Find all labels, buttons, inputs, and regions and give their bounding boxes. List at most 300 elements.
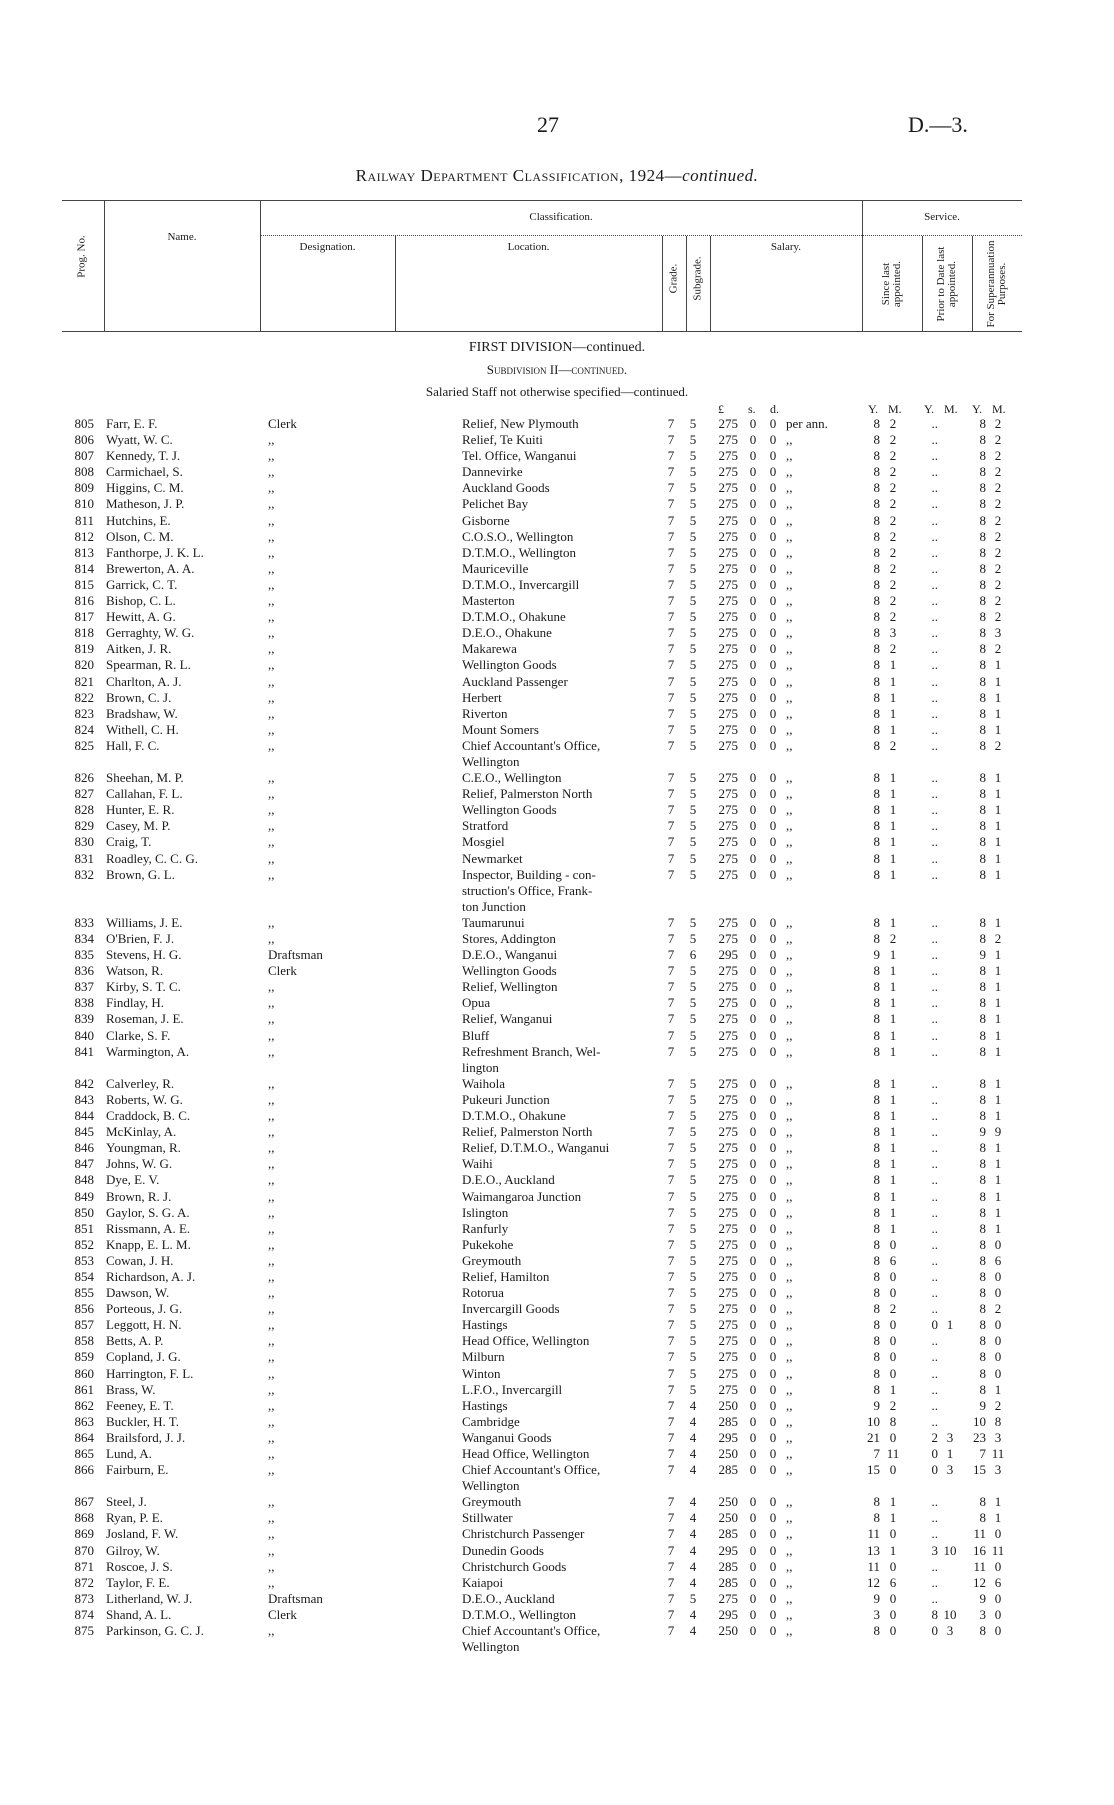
designation-cell: ,, (268, 657, 275, 673)
location-cell: Hastings (462, 1397, 508, 1413)
name-cell: Brown, R. J. (106, 1188, 172, 1204)
super-years-cell: 8 (979, 1268, 986, 1284)
pence-cell: 0 (769, 496, 777, 512)
super-months-cell: 2 (994, 528, 1002, 544)
location-cell: D.T.M.O., Invercargill (462, 576, 580, 592)
shillings-cell: 0 (749, 1413, 757, 1429)
shillings-cell: 0 (749, 1091, 757, 1107)
location-cell: Chief Accountant's Office, (462, 737, 601, 753)
per-annum-cell: ,, (786, 657, 793, 673)
salary-cell: 285 (718, 1558, 738, 1574)
prog-no-cell: 845 (74, 1124, 94, 1140)
per-annum-cell: ,, (786, 1204, 793, 1220)
name-cell: Stevens, H. G. (106, 947, 182, 963)
per-annum-cell: ,, (786, 1285, 793, 1301)
super-months-cell: 1 (994, 673, 1002, 689)
table-row (0, 883, 1114, 899)
prior-years-cell: .. (931, 544, 938, 560)
salary-cell: 275 (718, 528, 738, 544)
salary-cell: 275 (718, 1236, 738, 1252)
prog-no-cell: 846 (74, 1140, 94, 1156)
pence-cell: 0 (769, 786, 777, 802)
since-months-cell: 1 (889, 1027, 897, 1043)
prior-years-cell: .. (931, 576, 938, 592)
prog-no-cell: 856 (74, 1301, 94, 1317)
designation-cell: ,, (268, 1268, 275, 1284)
salary-cell: 275 (718, 1333, 738, 1349)
location-cell: D.E.O., Auckland (462, 1590, 555, 1606)
designation-cell: ,, (268, 834, 275, 850)
super-years-cell: 8 (979, 1381, 986, 1397)
since-months-cell: 8 (889, 1413, 897, 1429)
location-cell: Makarewa (462, 641, 517, 657)
super-months-cell: 2 (994, 931, 1002, 946)
grade-cell: 7 (667, 1011, 675, 1027)
name-cell: Brown, C. J. (106, 689, 172, 705)
since-months-cell: 0 (889, 1365, 897, 1381)
table-row (0, 1317, 1114, 1333)
since-months-cell: 1 (889, 1542, 897, 1558)
super-years-cell: 8 (979, 512, 986, 528)
grade-cell: 7 (667, 963, 675, 979)
location-cell: Mount Somers (462, 721, 539, 737)
subgrade-cell: 5 (689, 786, 697, 802)
prior-years-cell: .. (931, 1204, 938, 1220)
pence-cell: 0 (769, 721, 777, 737)
prior-months-cell: 1 (946, 1446, 954, 1461)
super-years-cell: 8 (979, 770, 986, 786)
subgrade-cell: 5 (689, 1220, 697, 1236)
prog-no-cell: 816 (74, 593, 94, 609)
designation-cell: ,, (268, 802, 275, 818)
subgrade-cell: 5 (689, 544, 697, 560)
prior-years-cell: 0 (931, 1623, 938, 1639)
prior-years-cell: .. (931, 1252, 938, 1268)
super-years-cell: 8 (979, 979, 986, 995)
prog-no-cell: 822 (74, 689, 94, 705)
since-years-cell: 8 (873, 528, 880, 544)
pence-cell: 0 (769, 528, 777, 544)
super-years-cell: 8 (979, 931, 986, 946)
table-row (0, 1382, 1114, 1398)
location-cell: Wellington (462, 1478, 520, 1494)
pence-cell: 0 (769, 464, 777, 480)
prior-years-cell: .. (931, 673, 938, 689)
since-years-cell: 21 (867, 1429, 880, 1445)
super-years-cell: 8 (979, 1204, 986, 1220)
super-months-cell: 3 (994, 1429, 1002, 1445)
pence-cell: 0 (769, 625, 777, 641)
subgrade-cell: 5 (689, 1027, 697, 1043)
table-row (0, 513, 1114, 529)
subgrade-cell: 5 (689, 416, 697, 431)
super-years-cell: 8 (979, 914, 986, 930)
salary-cell: 275 (718, 464, 738, 480)
page-code: D.—3. (908, 112, 968, 137)
super-years-cell: 8 (979, 673, 986, 689)
location-cell: Inspector, Building - con- (462, 866, 596, 882)
prior-years-cell: .. (931, 1043, 938, 1059)
since-years-cell: 8 (873, 995, 880, 1011)
super-months-cell: 1 (994, 1510, 1002, 1526)
super-years-cell: 8 (979, 1317, 986, 1333)
since-years-cell: 8 (873, 850, 880, 866)
location-cell: Milburn (462, 1349, 505, 1365)
since-months-cell: 1 (889, 1204, 897, 1220)
prior-years-cell: 0 (931, 1446, 938, 1461)
pence-cell: 0 (769, 593, 777, 609)
location-cell: D.T.M.O., Ohakune (462, 1108, 566, 1124)
prior-years-cell: .. (931, 802, 938, 818)
since-years-cell: 8 (873, 1333, 880, 1349)
table-row (0, 754, 1114, 770)
super-months-cell: 0 (994, 1333, 1002, 1349)
per-annum-cell: ,, (786, 1075, 793, 1091)
subgrade-cell: 5 (689, 528, 697, 544)
designation-cell: Clerk (268, 416, 297, 431)
since-years-cell: 8 (873, 721, 880, 737)
shillings-cell: 0 (749, 448, 757, 464)
super-years-cell: 8 (979, 1285, 986, 1301)
subgrade-cell: 4 (689, 1494, 697, 1510)
location-cell: Kaiapoi (462, 1574, 504, 1590)
grade-cell: 7 (667, 657, 675, 673)
per-annum-cell: ,, (786, 1558, 793, 1574)
subgrade-cell: 5 (689, 1204, 697, 1220)
super-months-cell: 0 (994, 1268, 1002, 1284)
salary-cell: 295 (718, 947, 738, 963)
grade-cell: 7 (667, 1574, 675, 1590)
pence-cell: 0 (769, 866, 777, 882)
location-cell: Cambridge (462, 1413, 520, 1429)
super-months-cell: 2 (994, 512, 1002, 528)
per-annum-cell: ,, (786, 1140, 793, 1156)
name-cell: Gaylor, S. G. A. (106, 1204, 190, 1220)
table-row (0, 1349, 1114, 1365)
designation-cell: ,, (268, 1204, 275, 1220)
prog-no-cell: 838 (74, 995, 94, 1011)
prog-no-cell: 847 (74, 1156, 94, 1172)
table-row (0, 1430, 1114, 1446)
shillings-cell: 0 (749, 1188, 757, 1204)
since-months-unit: M. (888, 402, 902, 416)
shillings-cell: 0 (749, 1301, 757, 1317)
super-months-cell: 2 (994, 609, 1002, 625)
name-cell: Williams, J. E. (106, 914, 183, 930)
shillings-cell: 0 (749, 1526, 757, 1542)
location-cell: Opua (462, 995, 491, 1011)
since-years-cell: 8 (873, 1301, 880, 1317)
shillings-cell: 0 (749, 464, 757, 480)
shillings-cell: 0 (749, 705, 757, 721)
super-months-cell: 0 (994, 1558, 1002, 1574)
table-row (0, 1462, 1114, 1478)
since-months-cell: 1 (889, 1140, 897, 1156)
subgrade-cell: 5 (689, 496, 697, 512)
super-years-cell: 11 (973, 1526, 986, 1542)
prior-years-cell: .. (931, 931, 938, 946)
prog-no-cell: 831 (74, 850, 94, 866)
pence-cell: 0 (769, 609, 777, 625)
since-months-cell: 2 (889, 480, 897, 496)
table-row (0, 1028, 1114, 1044)
location-cell: D.T.M.O., Ohakune (462, 609, 566, 625)
shillings-cell: 0 (749, 1510, 757, 1526)
subgrade-cell: 5 (689, 1268, 697, 1284)
super-years-cell: 8 (979, 963, 986, 979)
shillings-cell: 0 (749, 496, 757, 512)
per-annum-cell: per ann. (786, 416, 828, 431)
table-row (0, 657, 1114, 673)
since-months-cell: 1 (889, 1220, 897, 1236)
title-continued: continued. (682, 166, 759, 185)
shillings-cell: 0 (749, 1542, 757, 1558)
grade-cell: 7 (667, 818, 675, 834)
super-years-cell: 8 (979, 416, 986, 431)
since-years-cell: 8 (873, 544, 880, 560)
per-annum-cell: ,, (786, 1365, 793, 1381)
table-header (62, 200, 1022, 332)
grade-cell: 7 (667, 1317, 675, 1333)
salary-cell: 275 (718, 931, 738, 946)
table-row (0, 947, 1114, 963)
super-years-cell: 7 (979, 1446, 986, 1461)
subgrade-header: Subgrade. (691, 256, 704, 301)
super-years-cell: 8 (979, 1027, 986, 1043)
pence-cell: 0 (769, 1365, 777, 1381)
since-months-cell: 0 (889, 1590, 897, 1606)
location-cell: Relief, D.T.M.O., Wanganui (462, 1140, 610, 1156)
name-cell: Roscoe, J. S. (106, 1558, 173, 1574)
since-months-cell: 1 (889, 1124, 897, 1140)
subgrade-cell: 5 (689, 963, 697, 979)
subgrade-cell: 5 (689, 480, 697, 496)
location-cell: Islington (462, 1204, 509, 1220)
super-months-cell: 0 (994, 1285, 1002, 1301)
prior-years-cell: .. (931, 1156, 938, 1172)
per-annum-cell: ,, (786, 786, 793, 802)
since-months-cell: 2 (889, 496, 897, 512)
super-years-cell: 8 (979, 1043, 986, 1059)
prior-years-cell: .. (931, 496, 938, 512)
since-years-cell: 13 (867, 1542, 880, 1558)
prog-no-cell: 835 (74, 947, 94, 963)
per-annum-cell: ,, (786, 1462, 793, 1478)
since-years-cell: 10 (867, 1413, 880, 1429)
subgrade-cell: 5 (689, 1124, 697, 1140)
since-months-cell: 1 (889, 834, 897, 850)
salary-cell: 275 (718, 721, 738, 737)
since-years-cell: 8 (873, 979, 880, 995)
since-months-cell: 1 (889, 866, 897, 882)
per-annum-cell: ,, (786, 1446, 793, 1461)
since-months-cell: 2 (889, 464, 897, 480)
prior-years-cell: .. (931, 1494, 938, 1510)
designation-cell: ,, (268, 850, 275, 866)
shillings-cell: 0 (749, 1236, 757, 1252)
pence-cell: 0 (769, 705, 777, 721)
designation-cell: ,, (268, 721, 275, 737)
super-months-cell: 1 (994, 770, 1002, 786)
since-months-cell: 2 (889, 641, 897, 657)
prog-no-cell: 819 (74, 641, 94, 657)
table-row (0, 545, 1114, 561)
name-cell: Fanthorpe, J. K. L. (106, 544, 204, 560)
super-years-cell: 10 (973, 1413, 986, 1429)
per-annum-cell: ,, (786, 464, 793, 480)
table-row (0, 1156, 1114, 1172)
super-months-cell: 2 (994, 1397, 1002, 1413)
shillings-cell: 0 (749, 1220, 757, 1236)
super-years-cell: 8 (979, 1075, 986, 1091)
since-years-cell: 8 (873, 657, 880, 673)
prog-no-cell: 817 (74, 609, 94, 625)
prog-no-cell: 863 (74, 1413, 94, 1429)
prog-no-cell: 810 (74, 496, 94, 512)
prior-years-cell: .. (931, 770, 938, 786)
pence-unit: d. (770, 402, 779, 416)
per-annum-cell: ,, (786, 866, 793, 882)
since-months-cell: 1 (889, 770, 897, 786)
pence-cell: 0 (769, 657, 777, 673)
subgrade-cell: 5 (689, 560, 697, 576)
table-row (0, 1494, 1114, 1510)
prog-no-cell: 840 (74, 1027, 94, 1043)
location-cell: Hastings (462, 1317, 508, 1333)
since-months-cell: 1 (889, 1172, 897, 1188)
pence-cell: 0 (769, 1590, 777, 1606)
shillings-cell: 0 (749, 1333, 757, 1349)
shillings-cell: 0 (749, 850, 757, 866)
designation-cell: ,, (268, 1526, 275, 1542)
pence-cell: 0 (769, 963, 777, 979)
super-months-cell: 3 (994, 1462, 1002, 1478)
prior-years-cell: .. (931, 705, 938, 721)
shillings-cell: 0 (749, 963, 757, 979)
since-years-cell: 8 (873, 737, 880, 753)
designation-cell: ,, (268, 1252, 275, 1268)
location-cell: Chief Accountant's Office, (462, 1623, 601, 1639)
super-years-cell: 15 (973, 1462, 986, 1478)
pence-cell: 0 (769, 834, 777, 850)
super-years-cell: 8 (979, 609, 986, 625)
name-cell: Brailsford, J. J. (106, 1429, 186, 1445)
table-row (0, 915, 1114, 931)
grade-cell: 7 (667, 1413, 675, 1429)
name-cell: Fairburn, E. (106, 1462, 169, 1478)
prior-years-cell: .. (931, 609, 938, 625)
subgrade-cell: 5 (689, 737, 697, 753)
super-months-cell: 1 (994, 1011, 1002, 1027)
shillings-cell: 0 (749, 1574, 757, 1590)
since-months-cell: 1 (889, 1091, 897, 1107)
name-cell: Craddock, B. C. (106, 1108, 191, 1124)
designation-cell: Clerk (268, 963, 297, 979)
shillings-cell: 0 (749, 1156, 757, 1172)
designation-cell: ,, (268, 931, 275, 946)
designation-cell: Draftsman (268, 1590, 323, 1606)
since-months-cell: 1 (889, 850, 897, 866)
salary-cell: 275 (718, 802, 738, 818)
prior-years-cell: .. (931, 1301, 938, 1317)
prior-years-cell: .. (931, 1285, 938, 1301)
location-cell: Relief, Palmerston North (462, 1124, 593, 1140)
name-cell: Calverley, R. (106, 1075, 175, 1091)
salary-cell: 275 (718, 786, 738, 802)
shillings-cell: 0 (749, 1462, 757, 1478)
prior-years-cell: .. (931, 737, 938, 753)
prog-no-cell: 851 (74, 1220, 94, 1236)
grade-cell: 7 (667, 464, 675, 480)
since-years-cell: 8 (873, 609, 880, 625)
shillings-cell: 0 (749, 1590, 757, 1606)
shillings-cell: 0 (749, 528, 757, 544)
super-months-cell: 1 (994, 1043, 1002, 1059)
per-annum-cell: ,, (786, 1623, 793, 1639)
designation-cell: ,, (268, 1510, 275, 1526)
prior-years-cell: .. (931, 1075, 938, 1091)
table-row (0, 1221, 1114, 1237)
per-annum-cell: ,, (786, 1236, 793, 1252)
pence-cell: 0 (769, 1075, 777, 1091)
pence-cell: 0 (769, 1494, 777, 1510)
grade-cell: 7 (667, 576, 675, 592)
prior-years-cell: .. (931, 1574, 938, 1590)
shillings-cell: 0 (749, 721, 757, 737)
prog-no-cell: 836 (74, 963, 94, 979)
salary-cell: 275 (718, 576, 738, 592)
designation-cell: ,, (268, 1317, 275, 1333)
since-months-cell: 1 (889, 818, 897, 834)
designation-cell: ,, (268, 1574, 275, 1590)
subgrade-cell: 6 (689, 947, 697, 963)
prior-years-cell: .. (931, 528, 938, 544)
per-annum-cell: ,, (786, 1252, 793, 1268)
prior-months-cell: 3 (946, 1623, 954, 1639)
per-annum-cell: ,, (786, 947, 793, 963)
grade-cell: 7 (667, 1333, 675, 1349)
super-years-cell: 8 (979, 1510, 986, 1526)
shillings-cell: 0 (749, 641, 757, 657)
prog-no-cell: 827 (74, 786, 94, 802)
location-cell: Tel. Office, Wanganui (462, 448, 577, 464)
pence-cell: 0 (769, 931, 777, 946)
since-months-cell: 1 (889, 1075, 897, 1091)
designation-cell: ,, (268, 544, 275, 560)
location-cell: Auckland Passenger (462, 673, 568, 689)
since-years-cell: 8 (873, 1108, 880, 1124)
pence-cell: 0 (769, 673, 777, 689)
subgrade-cell: 5 (689, 1381, 697, 1397)
subgrade-cell: 5 (689, 1333, 697, 1349)
subgrade-cell: 5 (689, 1365, 697, 1381)
grade-cell: 7 (667, 705, 675, 721)
name-cell: Leggott, H. N. (106, 1317, 182, 1333)
table-row (0, 448, 1114, 464)
grade-cell: 7 (667, 866, 675, 882)
name-cell: Hewitt, A. G. (106, 609, 176, 625)
super-years-cell: 16 (973, 1542, 986, 1558)
table-row (0, 1478, 1114, 1494)
name-cell: Cowan, J. H. (106, 1252, 174, 1268)
super-years-cell: 8 (979, 625, 986, 641)
pence-cell: 0 (769, 1510, 777, 1526)
grade-cell: 7 (667, 560, 675, 576)
since-years-cell: 11 (867, 1558, 880, 1574)
since-years-cell: 8 (873, 689, 880, 705)
subgrade-cell: 5 (689, 1317, 697, 1333)
since-years-cell: 8 (873, 1510, 880, 1526)
